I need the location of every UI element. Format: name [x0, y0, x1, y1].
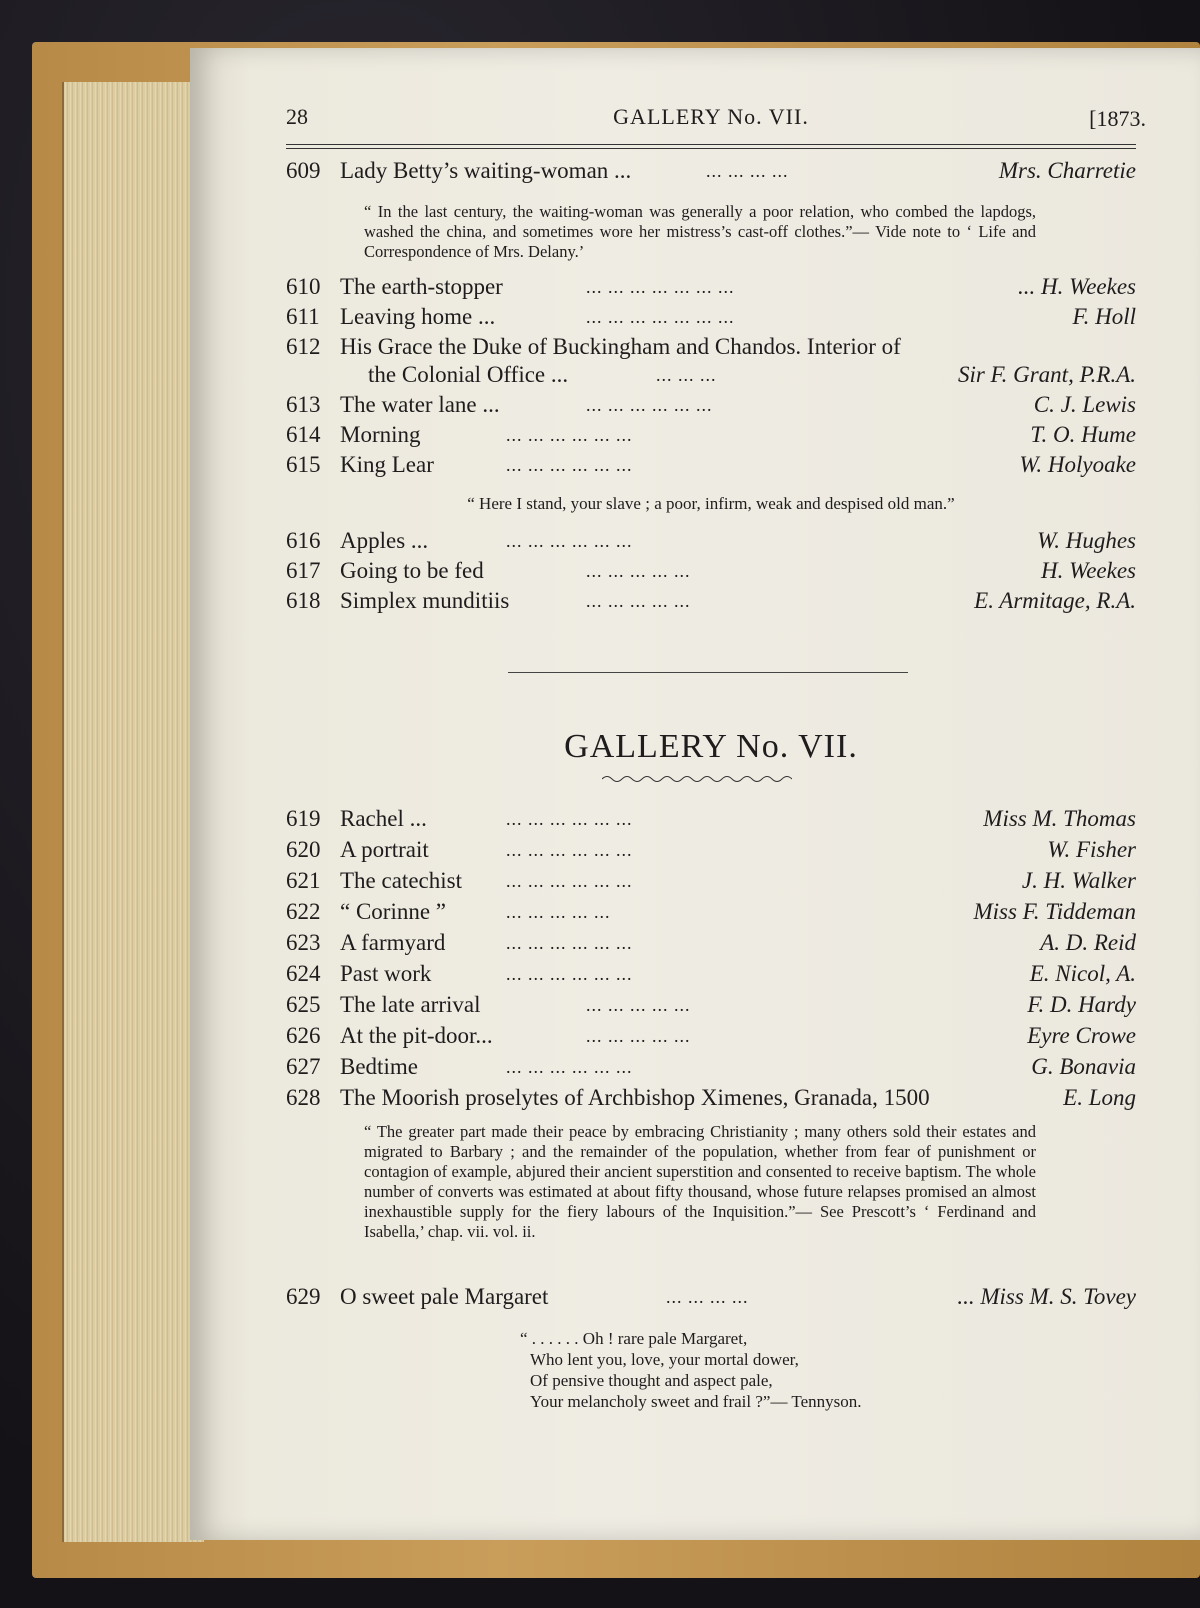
entry-artist: W. Holyoake: [1019, 452, 1136, 477]
catalogue-entry: [286, 1021, 1136, 1051]
catalogue-entry: [286, 835, 1136, 865]
catalogue-entry: [286, 586, 1136, 616]
leader-dots: ... ... ... ... ... ...: [506, 455, 633, 475]
entry-quote: “ In the last century, the waiting-woman was generally a poor relation, who combed the lapdogs, washed the china, and sometimes wore her mistress’s cast-off clothes.”— Vide note to ‘ Life and Correspondence of Mrs. Delany.’: [364, 202, 1036, 261]
entry-number: 620: [286, 837, 321, 862]
entry-artist: C. J. Lewis: [1033, 392, 1136, 417]
entry-number: 629: [286, 1284, 321, 1309]
section-divider: [508, 672, 908, 673]
entry-title: the Colonial Office ...: [368, 362, 569, 387]
wave-ornament: [602, 774, 792, 784]
leader-dots: ... ... ... ... ... ...: [506, 840, 633, 860]
catalogue-entry: [286, 1282, 1136, 1312]
page-number: 28: [286, 104, 308, 129]
leader-dots: ... ... ... ... ... ...: [506, 871, 633, 891]
entry-quote: “ Here I stand, your slave ; a poor, infirm, weak and despised old man.”: [467, 494, 955, 513]
leader-dots: ... ... ... ...: [706, 161, 789, 181]
entry-number: 612: [286, 334, 321, 359]
leader-dots: ... ... ... ... ...: [586, 1026, 691, 1046]
leader-dots: ... ... ... ...: [666, 1287, 749, 1307]
catalogue-entry: [286, 928, 1136, 958]
running-head: [286, 104, 1146, 140]
running-head-title: GALLERY No. VII.: [613, 104, 809, 129]
entry-title: Past work: [340, 961, 432, 986]
entry-number: 611: [286, 304, 320, 329]
poem-line: Who lent you, love, your mortal dower,: [530, 1350, 799, 1369]
entry-number: 619: [286, 806, 321, 831]
entry-title: King Lear: [340, 452, 434, 477]
entry-number: 618: [286, 588, 321, 613]
catalogue-entry: [286, 959, 1136, 989]
entry-artist: W. Hughes: [1037, 528, 1136, 553]
entry-number: 617: [286, 558, 321, 583]
entry-title: Rachel ...: [340, 806, 427, 831]
leader-dots: ... ... ... ... ... ...: [586, 395, 713, 415]
catalogue-entry: [286, 526, 1136, 556]
catalogue-entry-continued: [286, 360, 1136, 390]
catalogue-entry: [286, 897, 1136, 927]
entry-number: 627: [286, 1054, 321, 1079]
leader-dots: ... ... ... ... ...: [586, 995, 691, 1015]
page-edges: [62, 82, 204, 1542]
entry-artist: F. D. Hardy: [1027, 992, 1136, 1017]
book-page: [190, 48, 1200, 1540]
catalogue-entry: [286, 156, 1136, 186]
entry-artist: J. H. Walker: [1021, 868, 1136, 893]
entry-title: Simplex munditiis: [340, 588, 510, 613]
entry-number: 625: [286, 992, 321, 1017]
entry-number: 626: [286, 1023, 321, 1048]
leader-dots: ... ... ... ... ... ...: [506, 809, 633, 829]
leader-dots: ... ... ... ... ... ... ...: [586, 307, 735, 327]
entry-title: A farmyard: [340, 930, 446, 955]
leader-dots: ... ... ... ... ... ... ...: [586, 277, 735, 297]
catalogue-entry: [286, 866, 1136, 896]
leader-dots: ... ... ...: [656, 365, 717, 385]
entry-title: Going to be fed: [340, 558, 484, 583]
entry-number: 621: [286, 868, 321, 893]
entry-title: Leaving home ...: [340, 304, 496, 329]
catalogue-entry: [286, 420, 1136, 450]
entry-artist: ... H. Weekes: [1018, 274, 1136, 299]
leader-dots: ... ... ... ... ... ...: [506, 933, 633, 953]
entry-number: 623: [286, 930, 321, 955]
entry-number: 622: [286, 899, 321, 924]
entry-artist: E. Long: [1063, 1085, 1136, 1110]
leader-dots: ... ... ... ... ... ...: [506, 531, 633, 551]
leader-dots: ... ... ... ... ...: [586, 561, 691, 581]
entry-number: 614: [286, 422, 321, 447]
running-head-year: [1873.: [1089, 106, 1146, 131]
catalogue-entry: [286, 450, 1136, 480]
entry-number: 616: [286, 528, 321, 553]
entry-artist: ... Miss M. S. Tovey: [957, 1284, 1136, 1309]
entry-title: O sweet pale Margaret: [340, 1284, 549, 1309]
entry-title: A portrait: [340, 837, 429, 862]
entry-artist: Mrs. Charretie: [998, 158, 1136, 183]
entry-artist: E. Nicol, A.: [1029, 961, 1136, 986]
catalogue-entry: [286, 990, 1136, 1020]
entry-artist: Eyre Crowe: [1027, 1023, 1136, 1048]
entry-title: Bedtime: [340, 1054, 418, 1079]
entry-number: 628: [286, 1085, 321, 1110]
entry-poem: [520, 1328, 862, 1412]
entry-title: The late arrival: [340, 992, 481, 1017]
entry-artist: W. Fisher: [1047, 837, 1136, 862]
head-rule-double: [286, 148, 1136, 149]
leader-dots: ... ... ... ... ... ...: [506, 425, 633, 445]
entry-title: Apples ...: [340, 528, 429, 553]
entry-number: 609: [286, 158, 321, 183]
entry-title: “ Corinne ”: [340, 899, 447, 924]
entry-artist: Miss F. Tiddeman: [973, 899, 1136, 924]
entry-title: The earth-stopper: [340, 274, 503, 299]
entry-artist: E. Armitage, R.A.: [974, 588, 1136, 613]
entry-number: 613: [286, 392, 321, 417]
entry-number: 615: [286, 452, 321, 477]
catalogue-entry: [286, 390, 1136, 420]
entry-title: The Moorish proselytes of Archbishop Ximenes, Granada, 1500: [340, 1085, 930, 1110]
entry-title: Morning: [340, 422, 421, 447]
gallery-heading: GALLERY No. VII.: [564, 728, 858, 765]
catalogue-entry: [286, 804, 1136, 834]
entry-number: 624: [286, 961, 321, 986]
leader-dots: ... ... ... ... ... ...: [506, 1057, 633, 1077]
entry-artist: Miss M. Thomas: [983, 806, 1136, 831]
poem-line: Of pensive thought and aspect pale,: [530, 1371, 773, 1390]
entry-title: The catechist: [340, 868, 462, 893]
poem-line: Your melancholy sweet and frail ?”— Tennyson.: [530, 1392, 862, 1411]
leader-dots: ... ... ... ... ... ...: [506, 964, 633, 984]
catalogue-entry: [286, 556, 1136, 586]
entry-artist: Sir F. Grant, P.R.A.: [957, 362, 1136, 387]
catalogue-entry: [286, 1083, 1136, 1113]
entry-quote: “ The greater part made their peace by embracing Christianity ; many others sold their estates and migrated to Barbary ; and the remainder of the population, whether from fear of punishment or contagion of example, abjured their ancient superstition and consented to receive baptism. The whole number of converts was estimated at about fifty thousand, whose future relapses promised an almost inexhaustible supply for the fiery labours of the Inquisition.”— See Prescott’s ‘ Ferdinand and Isabella,’ chap. vii. vol. ii.: [364, 1122, 1036, 1241]
entry-title: The water lane ...: [340, 392, 500, 417]
poem-line: “ . . . . . . Oh ! rare pale Margaret,: [520, 1329, 748, 1348]
entry-artist: F. Holl: [1072, 304, 1136, 329]
entry-artist: A. D. Reid: [1040, 930, 1136, 955]
entry-title: At the pit-door...: [340, 1023, 493, 1048]
entry-number: 610: [286, 274, 321, 299]
catalogue-entry: [286, 332, 1136, 362]
leader-dots: ... ... ... ... ...: [586, 591, 691, 611]
catalogue-entry: [286, 302, 1136, 332]
catalogue-entry: [286, 272, 1136, 302]
leader-dots: ... ... ... ... ...: [506, 902, 611, 922]
head-rule: [286, 144, 1136, 145]
entry-artist: H. Weekes: [1041, 558, 1136, 583]
entry-title: His Grace the Duke of Buckingham and Chandos. Interior of: [340, 334, 901, 359]
catalogue-entry: [286, 1052, 1136, 1082]
entry-artist: T. O. Hume: [1030, 422, 1136, 447]
entry-title: Lady Betty’s waiting-woman ...: [340, 158, 632, 183]
entry-artist: G. Bonavia: [1031, 1054, 1136, 1079]
